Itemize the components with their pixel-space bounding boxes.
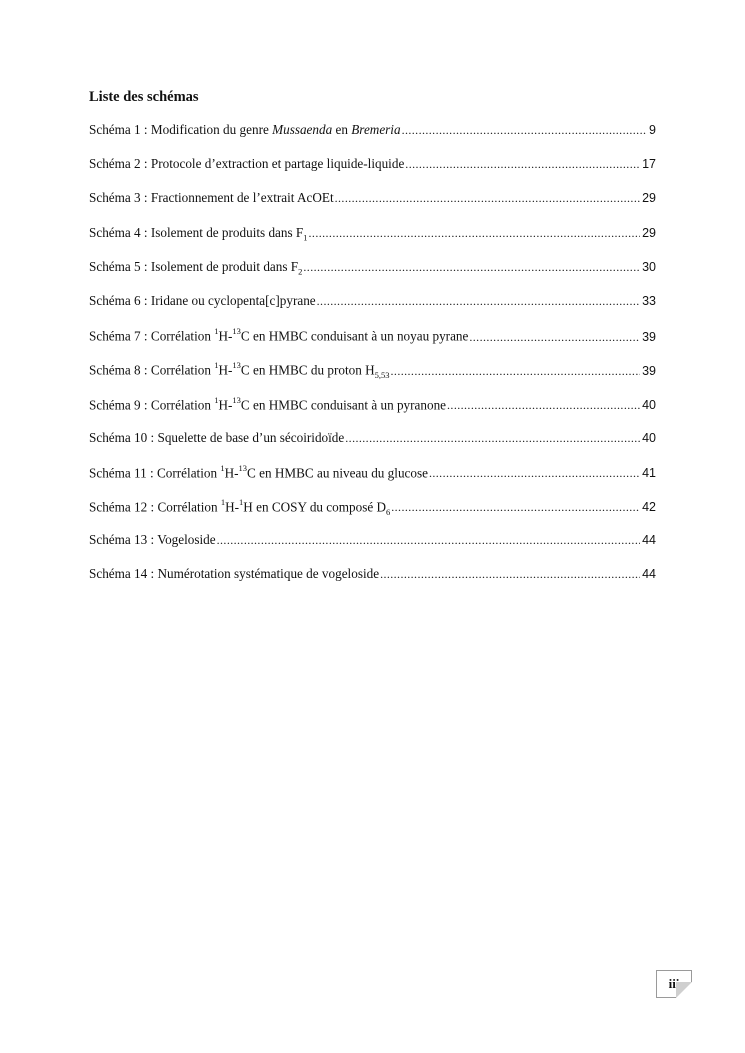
toc-entry-label: Schéma 11 : Corrélation $^1$H-$^{13}$C en HMBC au niveau du glucose [89, 462, 428, 481]
toc-entry[interactable] [89, 122, 656, 156]
dot-leader [429, 466, 640, 481]
dot-leader [335, 191, 640, 206]
list-of-schemes [89, 122, 656, 601]
toc-entry[interactable] [89, 225, 656, 259]
toc-entry[interactable] [89, 361, 656, 395]
toc-page-number: 40 [642, 430, 656, 445]
toc-entry[interactable] [89, 464, 656, 498]
toc-entry-label: Schéma 8 : Corrélation $^1$H-$^{13}$C en HMBC du proton $H_{5,53}$ [89, 360, 390, 381]
dot-leader [447, 398, 640, 413]
dot-leader [405, 157, 640, 172]
toc-entry[interactable] [89, 396, 656, 430]
toc-page-number: 30 [642, 259, 656, 274]
toc-entry-label: Schéma 1 : Modification du genre Mussaenda en Bremeria [89, 122, 401, 137]
dot-leader [402, 123, 647, 138]
dot-leader [469, 330, 640, 345]
toc-page-number: 29 [642, 191, 656, 206]
toc-entry[interactable] [89, 259, 656, 293]
toc-entry-label: Schéma 10 : Squelette de base d’un sécoiridoïde [89, 429, 345, 445]
dot-leader [217, 533, 640, 548]
toc-page-number: 9 [649, 123, 656, 137]
toc-entry-label: Schéma 7 : Corrélation $^1$H-$^{13}$C en HMBC conduisant à un noyau pyrane [89, 326, 469, 344]
toc-entry[interactable] [89, 430, 656, 464]
toc-entry[interactable] [89, 327, 656, 361]
toc-page-number: 33 [642, 293, 656, 308]
toc-page-number: 39 [642, 363, 656, 378]
toc-page-number: 41 [642, 466, 656, 481]
toc-entry-label: Schéma 13 : Vogeloside [89, 532, 216, 548]
dot-leader [317, 294, 640, 309]
toc-entry-label: Schéma 9 : Corrélation $^1$H-$^{13}$C en HMBC conduisant à un pyranone [89, 394, 447, 412]
toc-entry[interactable] [89, 156, 656, 190]
toc-page-number: 44 [642, 533, 656, 548]
toc-page-number: 40 [642, 397, 656, 412]
toc-entry-label: Schéma 2 : Protocole d’extraction et partage liquide-liquide [89, 156, 405, 172]
dot-leader [380, 567, 640, 582]
toc-entry-label: Schéma 3 : Fractionnement de l’extrait AcOEt [89, 190, 334, 206]
page-number-box [656, 970, 692, 998]
toc-entry[interactable] [89, 293, 656, 327]
toc-entry-label: Schéma 6 : Iridane ou cyclopenta[c]pyrane [89, 292, 316, 308]
toc-entry-label: Schéma 12 : Corrélation $^1$H-$^1$H en COSY du composé $D_6$ [89, 497, 391, 518]
dot-leader [391, 364, 641, 379]
toc-page-number: 42 [642, 500, 656, 515]
toc-page-number: 44 [642, 567, 656, 582]
dot-leader [303, 260, 640, 275]
toc-entry[interactable] [89, 498, 656, 532]
page-number: iii [668, 976, 680, 991]
toc-entry[interactable] [89, 566, 656, 600]
folded-corner-icon [676, 982, 692, 998]
toc-entry-label: Schéma 14 : Numérotation systématique de vogeloside [89, 566, 380, 582]
toc-page-number: 29 [642, 225, 656, 240]
toc-page-number: 39 [642, 329, 656, 344]
dot-leader [391, 500, 640, 515]
page-title: Liste des schémas [89, 89, 199, 105]
toc-entry[interactable] [89, 190, 656, 224]
toc-entry-label: Schéma 5 : Isolement de produit dans $F_2$ [89, 258, 303, 277]
dot-leader [309, 226, 641, 241]
toc-entry-label: Schéma 4 : Isolement de produits dans $F_1$ [89, 224, 308, 243]
toc-entry[interactable] [89, 532, 656, 566]
dot-leader [345, 431, 640, 446]
toc-page-number: 17 [642, 157, 656, 172]
